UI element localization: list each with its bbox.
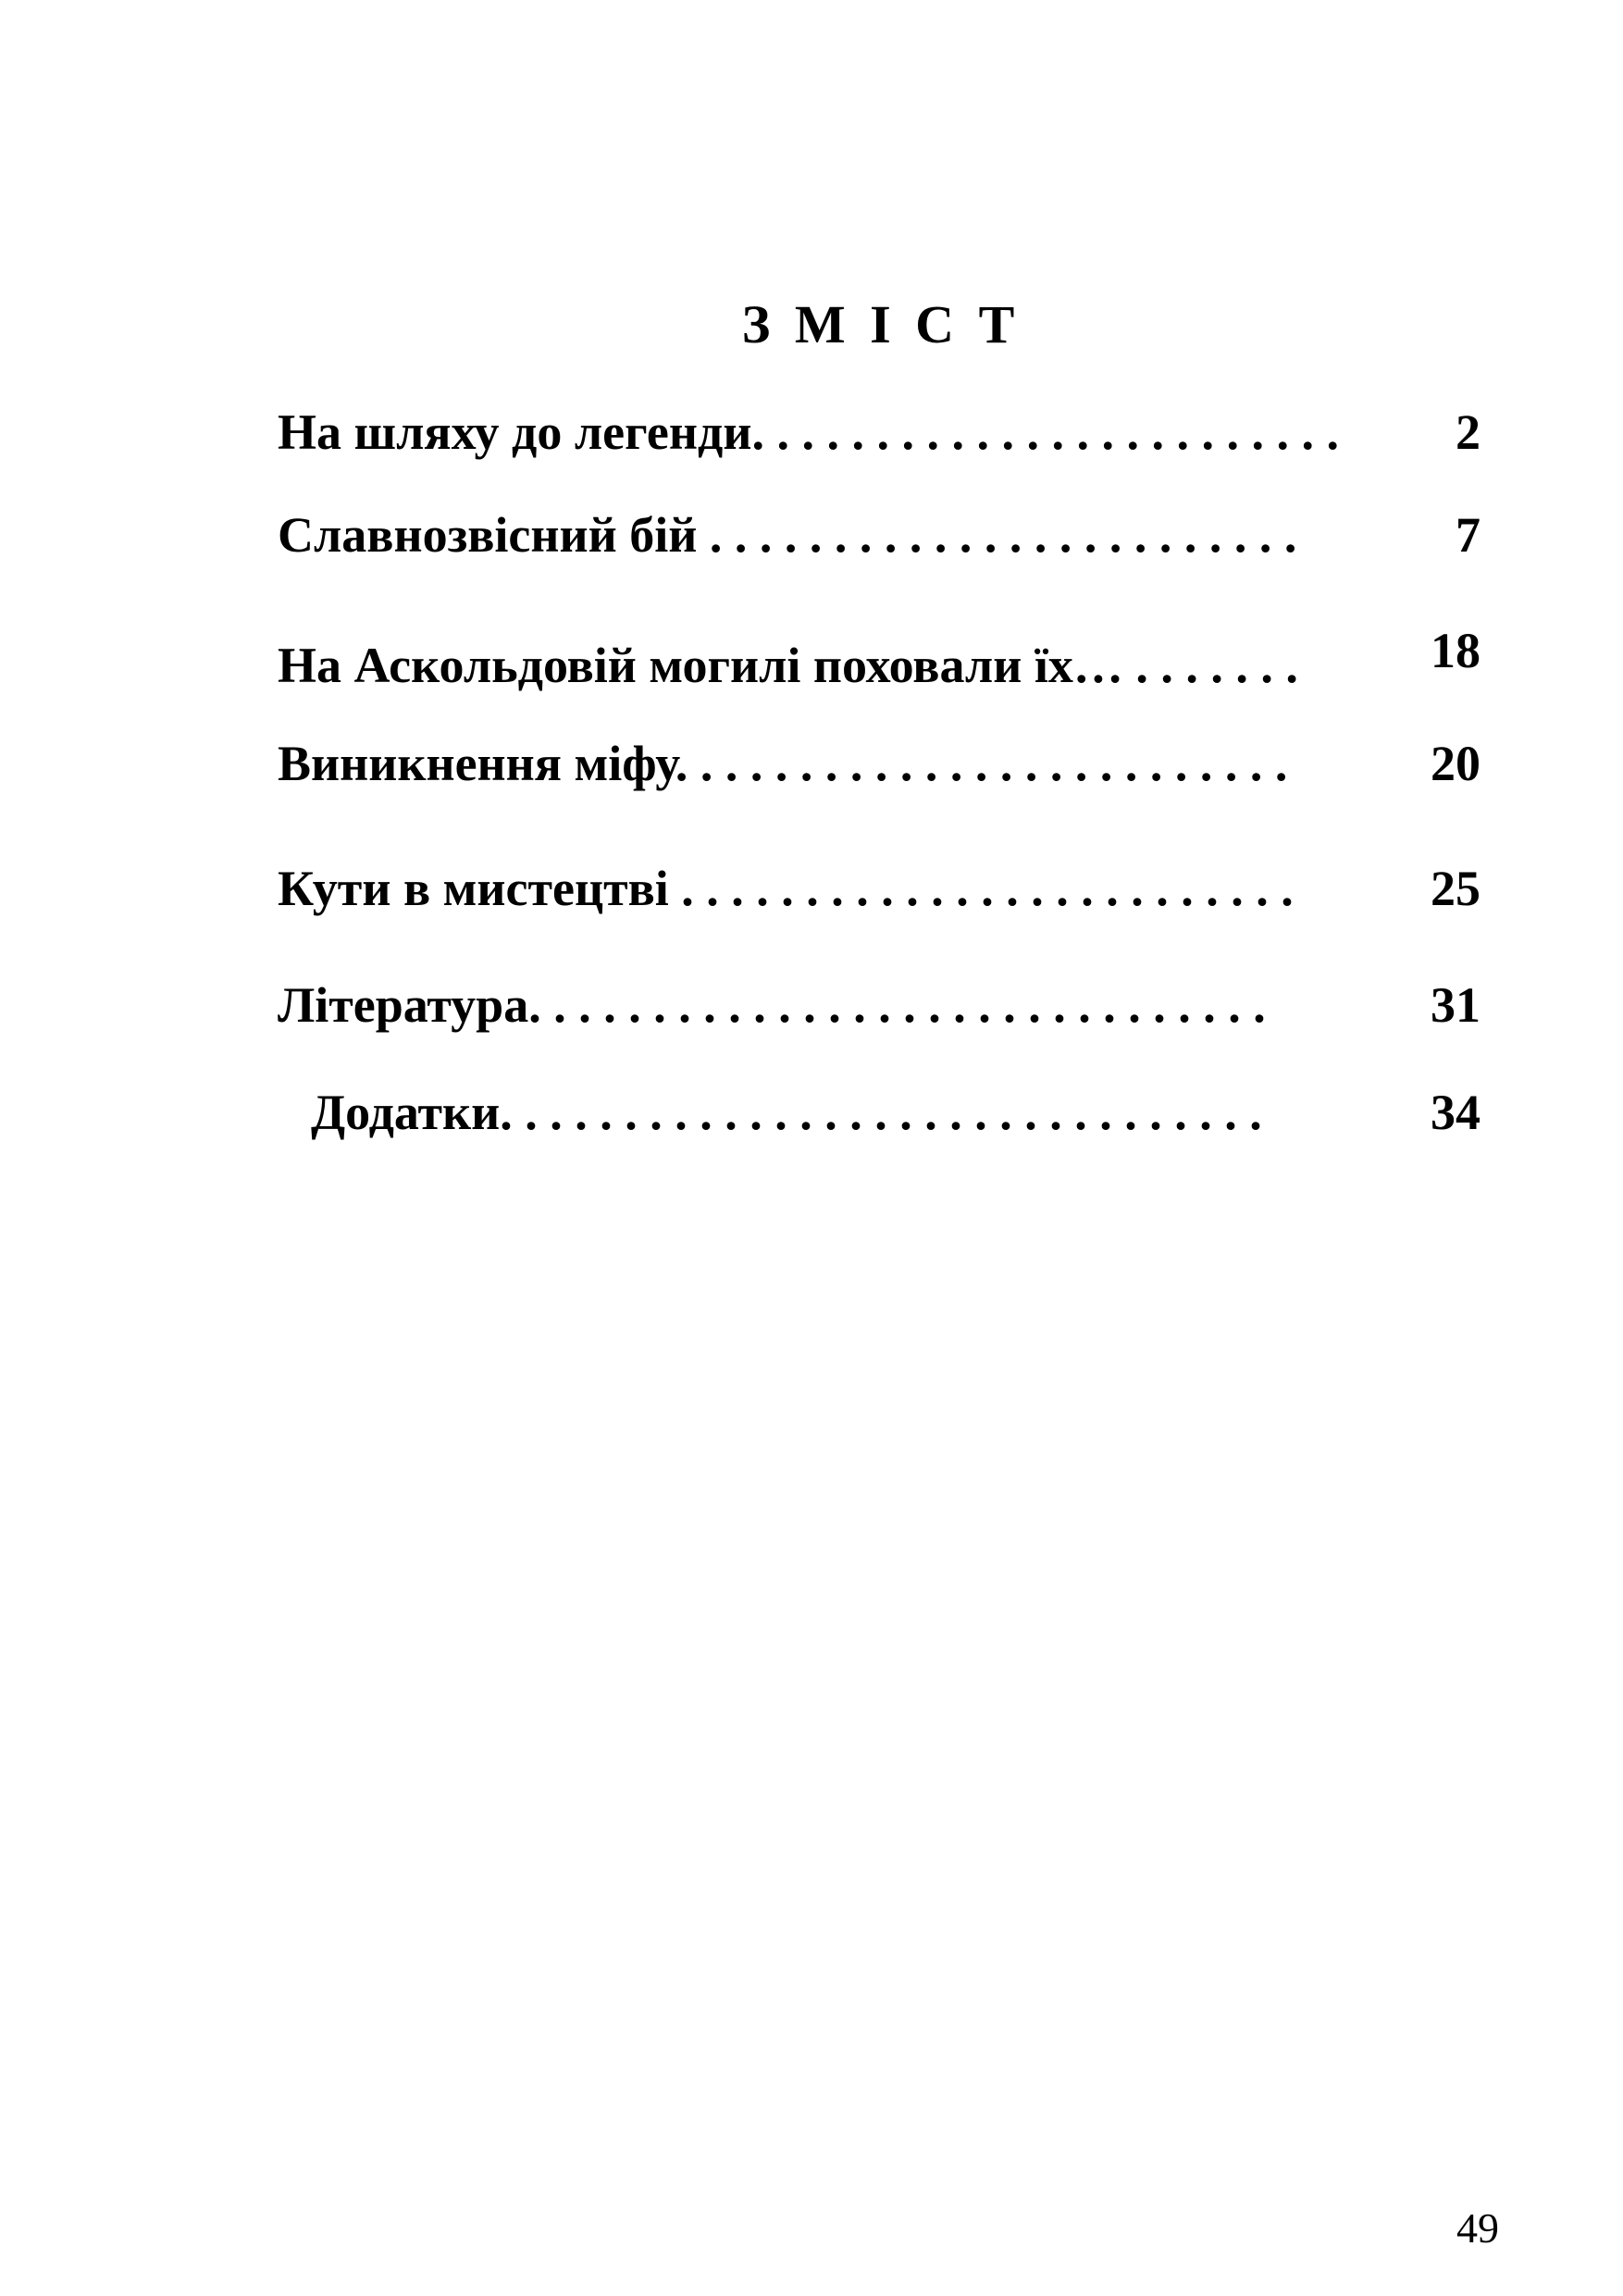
toc-entry [278, 863, 1481, 919]
page-number: 49 [1456, 2204, 1499, 2252]
toc-entry [278, 404, 1481, 463]
toc-entry-title: На Аскольдовій могилі поховали їх… . . . . . . . [278, 638, 1298, 693]
toc-entry-page: 18 [1431, 623, 1481, 678]
toc-entry-page: 7 [1456, 507, 1481, 563]
toc-entry [278, 507, 1481, 565]
toc-entry-page: 31 [1431, 977, 1481, 1033]
toc-entry [278, 977, 1481, 1036]
toc-heading: З М І С Т [741, 294, 1021, 354]
toc-entry-page: 25 [1431, 861, 1481, 916]
toc-entry-title: Додатки. . . . . . . . . . . . . . . . . . . . . . . . . . . . . . . [311, 1085, 1262, 1140]
toc-entry-page: 20 [1431, 736, 1481, 791]
toc-entry [278, 1087, 1481, 1143]
toc-entry-title: Славнозвісний бій . . . . . . . . . . . . . . . . . . . . . . . . [278, 507, 1297, 563]
toc-entry-title: Кути в мистецтві . . . . . . . . . . . . . . . . . . . . . . . . . [278, 861, 1294, 916]
toc-entry-page: 2 [1456, 404, 1481, 460]
toc-entry-page: 34 [1431, 1085, 1481, 1140]
toc-entry-title: Література. . . . . . . . . . . . . . . . . . . . . . . . . . . . . . [278, 977, 1266, 1033]
toc-entry [278, 623, 1481, 693]
toc-entry [278, 738, 1481, 794]
toc-entry-title: Виникнення міфу. . . . . . . . . . . . . . . . . . . . . . . . . [278, 736, 1288, 791]
toc-entry-title: На шляху до легенди. . . . . . . . . . . . . . . . . . . . . . . . [278, 404, 1339, 460]
